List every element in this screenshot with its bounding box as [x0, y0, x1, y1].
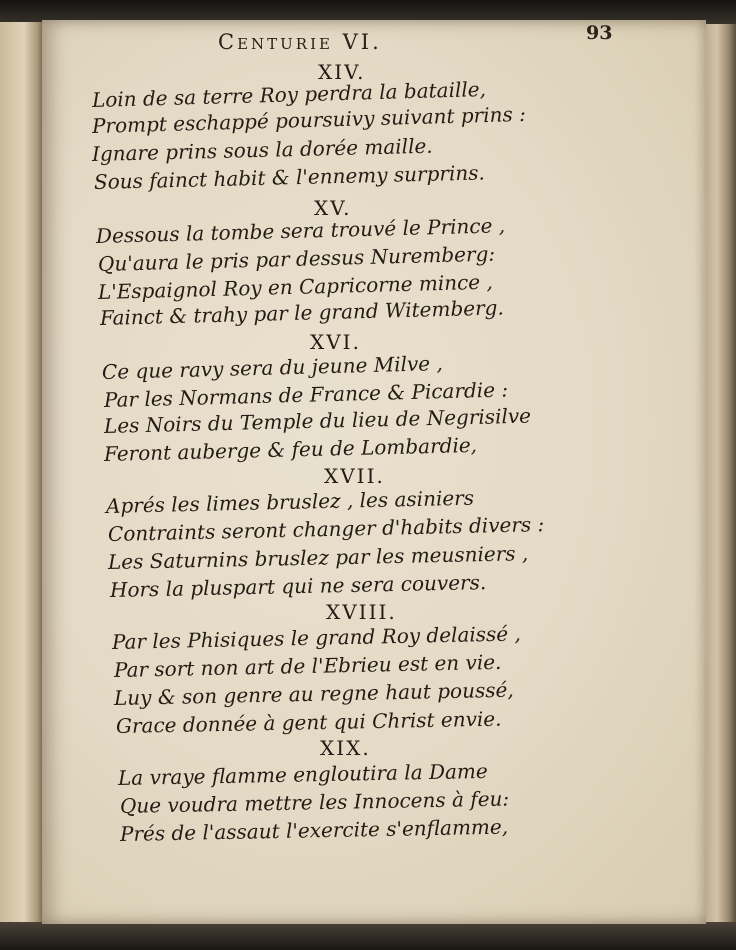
verse-line: L'Espaignol Roy en Capricorne mince ,: [97, 269, 494, 304]
verse-line: Les Saturnins bruslez par les meusniers ,: [107, 541, 529, 574]
verse-line: Par les Phisiques le grand Roy delaissé ,: [111, 621, 522, 654]
verse-line: Loin de sa terre Roy perdra la bataille,: [91, 77, 487, 112]
verse-line: Les Noirs du Temple du lieu de Negrisilve: [103, 403, 532, 438]
facing-page-edge: [0, 22, 44, 924]
verse-line: Par sort non art de l'Ebrieu est en vie.: [113, 649, 502, 682]
stanza-number: XV.: [314, 196, 352, 220]
stanza-number: XIX.: [320, 736, 371, 760]
verse-line: Sous fainct habit & l'ennemy surprins.: [93, 160, 486, 194]
page-number: 93: [586, 22, 613, 44]
verse-line: Prés de l'assaut l'exercite s'enflamme,: [119, 814, 509, 846]
stanza-number: XVI.: [310, 330, 361, 354]
verse-line: Fainct & trahy par le grand Witemberg.: [99, 295, 505, 330]
page-stack-edge: [704, 24, 736, 924]
verse-line: Par les Normans de France & Picardie :: [103, 377, 509, 412]
verse-line: Ignare prins sous la dorée maille.: [91, 133, 433, 166]
verse-line: Ce que ravy sera du jeune Milve ,: [101, 351, 444, 384]
verse-line: Hors la pluspart qui ne sera couvers.: [109, 570, 487, 602]
stanza-number: XVIII.: [326, 600, 397, 624]
verse-line: Que voudra mettre les Innocens à feu:: [119, 786, 510, 818]
book-bottom-edge: [0, 922, 736, 950]
stanza-number: XIV.: [318, 60, 366, 84]
verse-line: Prompt eschappé poursuivy suivant prins :: [91, 101, 527, 138]
verse-line: Contraints seront changer d'habits divers :: [107, 512, 545, 546]
verse-line: Dessous la tombe sera trouvé le Prince ,: [95, 213, 506, 248]
verse-line: Grace donnée à gent qui Christ envie.: [115, 706, 502, 738]
verse-line: Aprés les limes bruslez , les asiniers: [105, 485, 475, 518]
stanza-number: XVII.: [324, 464, 385, 488]
verse-line: La vraye flamme engloutira la Dame: [117, 758, 488, 790]
verse-line: Qu'aura le pris par dessus Nuremberg:: [97, 241, 496, 276]
running-head: Centurie VI.: [218, 30, 382, 54]
verse-line: Feront auberge & feu de Lombardie,: [103, 432, 478, 466]
verse-line: Luy & son genre au regne haut poussé,: [113, 677, 514, 710]
